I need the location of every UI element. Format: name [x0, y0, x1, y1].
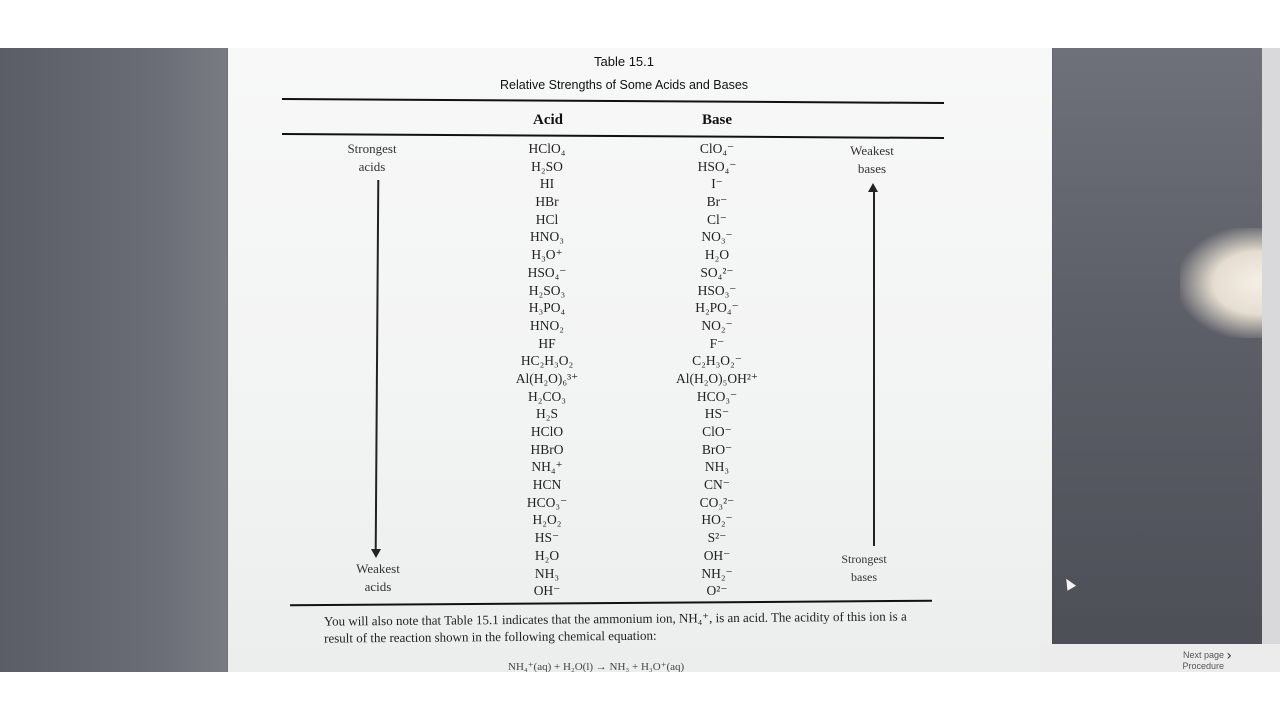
label-line: acids	[364, 579, 392, 594]
chemical-equation: NH₄⁺(aq) + H₂O(l) → NH₃ + H₃O⁺(aq)	[508, 662, 685, 672]
strongest-acids-label	[340, 140, 404, 176]
acid-cell: H₃O⁺	[531, 247, 563, 263]
acid-cell: H₃PO₄	[528, 300, 566, 316]
acid-cell: HS⁻	[534, 530, 560, 546]
base-cell: NO₃⁻	[701, 229, 733, 245]
body-paragraph: You will also note that Table 15.1 indicates that the ammonium ion, NH₄⁺, is an acid. The acidity of this ion is a result of the reaction shown in the following chemical equation:	[323, 608, 907, 646]
base-cell: HS⁻	[704, 406, 730, 422]
base-cell: CN⁻	[704, 477, 730, 493]
label-line: bases	[857, 161, 887, 176]
acid-cell: HF	[538, 335, 556, 351]
acid-cell: NH₃	[534, 565, 560, 581]
base-cell: CO₃²⁻	[699, 494, 735, 510]
label-line: Strongest	[347, 141, 397, 156]
footer-bar	[1040, 644, 1280, 672]
photo-background	[0, 48, 1280, 672]
acid-cell: H₂O	[534, 547, 560, 563]
base-cell: H₂O	[704, 247, 730, 263]
base-cell: Al(H₂O)₅OH²⁺	[675, 370, 759, 386]
base-cell: S²⁻	[707, 530, 727, 546]
table-rule-header	[282, 133, 944, 139]
base-cell: SO₄²⁻	[700, 264, 734, 280]
acid-cell: Al(H₂O)₆³⁺	[515, 370, 579, 386]
acid-cell: HCN	[532, 477, 562, 493]
acid-cell: H₂SO	[531, 158, 563, 174]
procedure-label: Procedure	[1182, 661, 1224, 671]
acid-cell: HBr	[535, 194, 559, 210]
table-number: Table 15.1	[594, 54, 654, 69]
base-cell: NO₂⁻	[701, 317, 733, 333]
strongest-bases-label	[832, 550, 896, 586]
acid-cell: HC₂H₃O₂	[520, 353, 574, 369]
label-line: Weakest	[356, 561, 400, 576]
label-line: Weakest	[850, 143, 894, 158]
base-cell: Br⁻	[706, 194, 728, 210]
acid-column	[472, 140, 622, 600]
base-cell: H₂PO₄⁻	[695, 300, 739, 316]
base-cell: HSO₃⁻	[697, 282, 737, 298]
label-line: Strongest	[841, 552, 887, 566]
acid-cell: HCO₃⁻	[526, 494, 568, 510]
document-page	[228, 48, 1052, 672]
acid-cell: HNO₂	[530, 317, 564, 333]
next-page-link[interactable]	[1182, 650, 1224, 672]
base-cell: HCO₃⁻	[696, 388, 738, 404]
table-title: Relative Strengths of Some Acids and Bases	[500, 78, 749, 92]
acid-cell: HClO	[530, 424, 564, 439]
acid-cell: OH⁻	[533, 583, 561, 599]
acid-cell: HClO₄	[528, 141, 566, 156]
acid-cell: H₂O₂	[532, 512, 562, 528]
arrow-up-icon	[873, 192, 875, 546]
base-cell: ClO₄⁻	[699, 141, 735, 156]
acid-cell: HI	[539, 176, 555, 192]
base-cell: NH₃	[704, 459, 730, 475]
base-cell: Cl⁻	[707, 211, 727, 227]
base-cell: NH₂⁻	[701, 565, 733, 581]
scrollbar[interactable]	[1262, 48, 1280, 672]
base-cell: OH⁻	[703, 547, 731, 563]
arrow-down-head	[371, 549, 381, 558]
base-cell: HO₂⁻	[701, 512, 733, 528]
next-page-label: Next page	[1182, 650, 1224, 660]
acid-cell: NH₄⁺	[531, 459, 563, 475]
weakest-acids-label	[346, 560, 410, 596]
table-rule-bottom	[290, 600, 932, 606]
arrow-down-icon	[375, 180, 379, 550]
table-rule-top	[282, 98, 944, 104]
base-cell: BrO⁻	[701, 441, 733, 457]
acid-cell: HCl	[535, 211, 559, 227]
acid-cell: H₂S	[536, 406, 558, 422]
base-column-header: Base	[702, 112, 732, 128]
label-line: acids	[358, 159, 386, 174]
arrow-up-head	[868, 183, 878, 192]
acid-column-header: Acid	[533, 112, 563, 128]
base-cell: F⁻	[709, 335, 725, 351]
base-cell: HSO₄⁻	[697, 158, 737, 174]
acid-cell: H₂SO₃	[528, 282, 566, 298]
base-cell: C₂H₃O₂⁻	[692, 353, 742, 369]
base-column	[642, 140, 792, 600]
acid-cell: HNO₃	[530, 229, 564, 245]
acid-cell: H₂CO₃	[528, 388, 566, 404]
weakest-bases-label	[840, 142, 904, 178]
base-cell: I⁻	[711, 176, 723, 192]
acid-cell: HBrO	[530, 441, 564, 457]
chevron-right-icon[interactable]: ›	[1226, 648, 1232, 664]
base-cell: ClO⁻	[702, 424, 732, 439]
base-cell: O²⁻	[706, 583, 728, 599]
acid-cell: HSO₄⁻	[527, 264, 567, 280]
label-line: bases	[851, 570, 877, 584]
